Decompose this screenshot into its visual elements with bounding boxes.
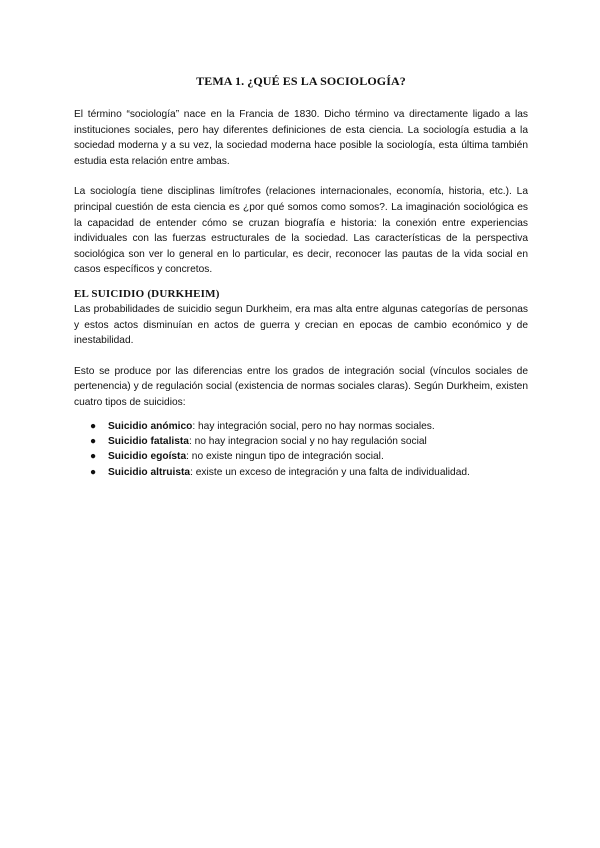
intro-paragraph-1: El término “sociología” nace en la Francia de 1830. Dicho término va directamente ligado a las instituciones sociales, pero hay diferentes definiciones de esta ciencia. La sociología estudia a la sociedad moderna y a su vez, la sociedad moderna hace posible la sociología, esta última también estudia esta relación entre ambas. (74, 109, 528, 167)
bullet-icon: ● (90, 466, 97, 478)
list-item (90, 465, 528, 480)
list-item-term: Suicidio altruista (108, 466, 191, 478)
list-item-term: Suicidio egoísta (108, 451, 187, 463)
list-item-description: : hay integración social, pero no hay normas sociales. (192, 420, 435, 432)
list-item (90, 419, 528, 434)
section-paragraph-1: Las probabilidades de suicidio segun Durkheim, era mas alta entre algunas categorías de personas y estos actos disminuían en actos de guerra y crecian en epocas de cambio económico y de inestabilidad. (74, 303, 528, 347)
list-item-term: Suicidio anómico (108, 420, 193, 432)
section-heading: EL SUICIDIO (DURKHEIM) (74, 287, 220, 300)
page-title: TEMA 1. ¿QUÉ ES LA SOCIOLOGÍA? (196, 74, 406, 88)
bullet-icon: ● (90, 420, 97, 432)
list-item-description: : no hay integracion social y no hay regulación social (188, 435, 427, 447)
intro-paragraph-2: La sociología tiene disciplinas limítrofes (relaciones internacionales, economía, historia, etc.). La principal cuestión de esta ciencia es ¿por qué somos como somos?. La imaginación sociológica es la capacidad de entender cómo se cruzan biografía e historia: la conexión entre experiencias individuales con las fuerzas estructurales de la sociedad. Las características de la perspectiva sociológica son ver lo general en lo particular, es decir, reconocer las pautas de la vida social en casos específicos y concretos. (74, 186, 528, 276)
bullet-icon: ● (90, 435, 97, 447)
suicide-types-list (74, 419, 528, 481)
list-item-description: : existe un exceso de integración y una falta de individualidad. (190, 466, 470, 478)
list-item-description: : no existe ningun tipo de integración social. (186, 451, 384, 463)
list-item (90, 434, 528, 449)
list-item (90, 449, 528, 464)
list-item-term: Suicidio fatalista (108, 435, 189, 447)
bullet-icon: ● (90, 451, 97, 463)
section-paragraph-2: Esto se produce por las diferencias entre los grados de integración social (vínculos sociales de pertenencia) y de regulación social (existencia de normas sociales claras). Según Durkheim, existen cuatro tipos de suicidios: (74, 365, 528, 408)
